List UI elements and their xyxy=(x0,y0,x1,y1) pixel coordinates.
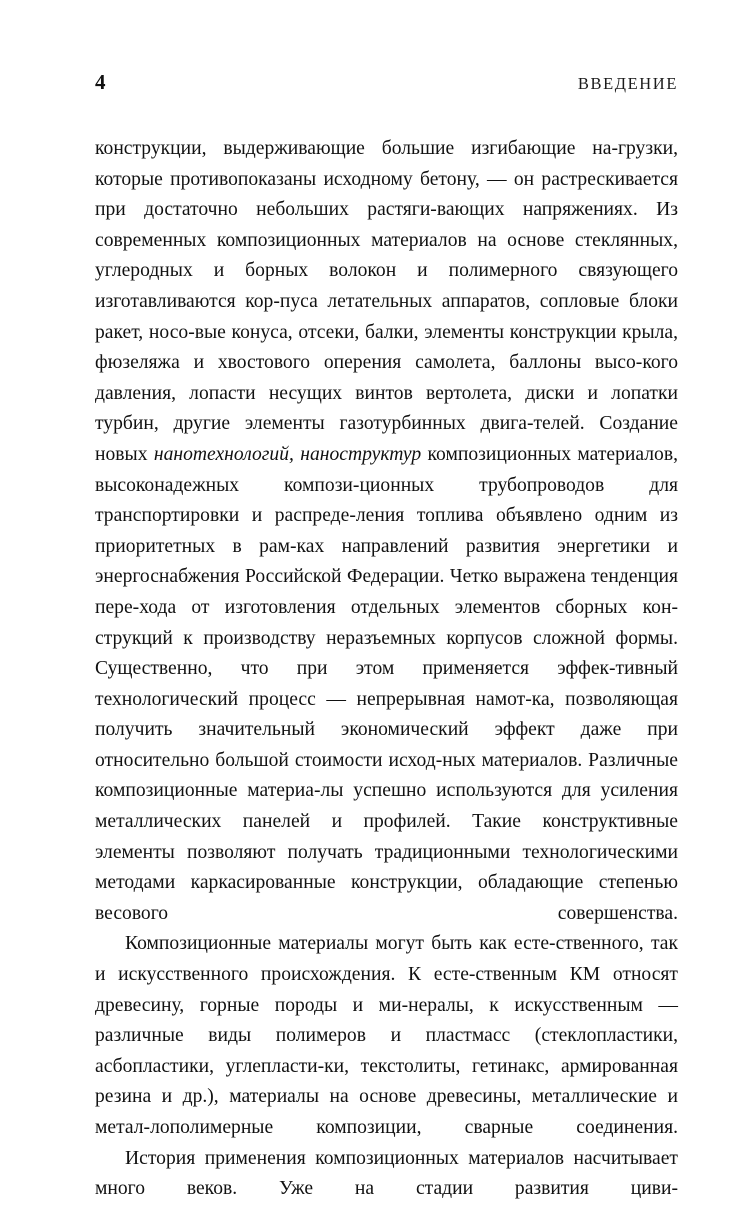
running-head-title: ВВЕДЕНИЕ xyxy=(577,74,678,93)
paragraph xyxy=(95,1144,678,1205)
page-number: 4 xyxy=(95,70,106,94)
text-run: История применения композиционных материалов насчитывает много веков. Уже на стадии развития циви- xyxy=(95,1147,678,1200)
emphasis-text: нанотехнологий, наноструктур xyxy=(153,443,422,465)
text-run: композиционных материалов, высоконадежных компози-ционных трубопроводов для транспортировки и распреде-ления топлива объявлено одним из приоритетных в рам-ках направлений развития энергетики и энергоснабжения Российской Федерации. Четко выражена тенденция пере-хода от изготовления отдельных элементов сборных кон-струкций к производству неразъемных корпусов сложной формы. Существенно, что при этом применяется эффек-тивный технологический процесс — непрерывная намот-ка, позволяющая получить значительный экономический эффект даже при относительно большой стоимости исход-ных материалов. Различные композиционные материа-лы успешно используются для усиления металлических панелей и профилей. Такие конструктивные элементы позволяют получать традиционными технологическими методами каркасированные конструкции, обладающие степенью весового совершенства. xyxy=(95,443,678,924)
paragraph xyxy=(95,929,678,1143)
text-run: Композиционные материалы могут быть как есте-ственного, так и искусственного происхождения. К есте-ственным КМ относят древесину, горные породы и ми-нералы, к искусственным — различные виды полимеров и пластмасс (стеклопластики, асбопластики, углепласти-ки, текстолиты, гетинакс, армированная резина и др.), материалы на основе древесины, металлические и метал-лополимерные композиции, сварные соединения. xyxy=(95,933,678,1138)
paragraph xyxy=(95,134,678,929)
running-head xyxy=(95,70,678,98)
text-run: конструкции, выдерживающие большие изгибающие на-грузки, которые противопоказаны исходному бетону, — он растрескивается при достаточно небольших растяги-вающих напряжениях. Из современных композиционных материалов на основе стеклянных, углеродных и борных волокон и полимерного связующего изготавливаются кор-пуса летательных аппаратов, сопловые блоки ракет, носо-вые конуса, отсеки, балки, элементы конструкции крыла, фюзеляжа и хвостового оперения самолета, баллоны высо-кого давления, лопасти несущих винтов вертолета, диски и лопатки турбин, другие элементы газотурбинных двига-телей. Создание новых xyxy=(95,138,678,465)
body-text xyxy=(95,134,678,1205)
